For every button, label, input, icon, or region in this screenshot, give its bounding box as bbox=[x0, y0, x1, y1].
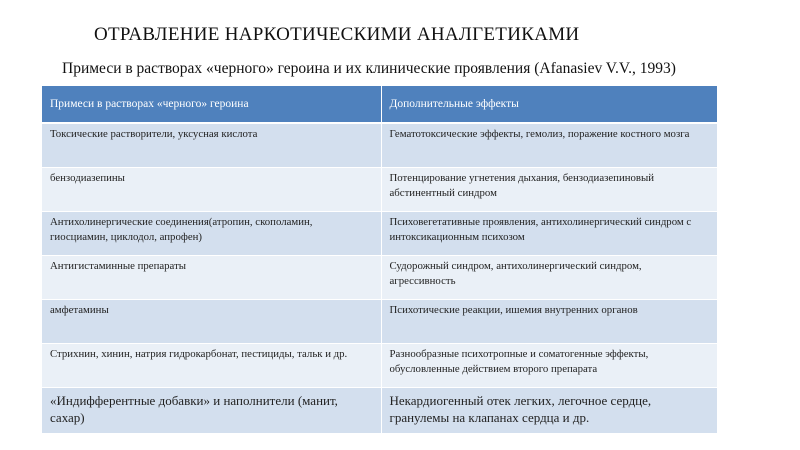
table-row bbox=[42, 344, 717, 388]
effect-cell: Психотические реакции, ишемия внутренних органов bbox=[381, 300, 717, 344]
impurity-cell: Антихолинергические соединения(атропин, скополамин, гиосциамин, циклодол, апрофен) bbox=[42, 212, 381, 256]
impurity-cell: бензодиазепины bbox=[42, 168, 381, 212]
impurity-cell: Антигистаминные препараты bbox=[42, 256, 381, 300]
impurity-cell: Токсические растворители, уксусная кислота bbox=[42, 123, 381, 168]
table-row bbox=[42, 212, 717, 256]
column-header-impurities: Примеси в растворах «черного» героина bbox=[42, 86, 381, 123]
effect-cell: Психовегетативные проявления, антихолинергический синдром с интоксикационным психозом bbox=[381, 212, 717, 256]
table-header-row bbox=[42, 86, 717, 123]
table-row bbox=[42, 388, 717, 434]
impurity-cell: амфетамины bbox=[42, 300, 381, 344]
impurity-cell: Стрихнин, хинин, натрия гидрокарбонат, пестициды, тальк и др. bbox=[42, 344, 381, 388]
table-row bbox=[42, 256, 717, 300]
slide-title: ОТРАВЛЕНИЕ НАРКОТИЧЕСКИМИ АНАЛГЕТИКАМИ bbox=[94, 24, 580, 45]
table-row bbox=[42, 168, 717, 212]
effect-cell: Некардиогенный отек легких, легочное сердце, гранулемы на клапанах сердца и др. bbox=[381, 388, 717, 434]
slide-subtitle: Примеси в растворах «черного» героина и их клинические проявления (Afanasiev V.V., 1993) bbox=[62, 60, 676, 77]
table-row bbox=[42, 123, 717, 168]
effect-cell: Разнообразные психотропные и соматогенные эффекты, обусловленные действием второго препарата bbox=[381, 344, 717, 388]
table-row bbox=[42, 300, 717, 344]
column-header-effects: Дополнительные эффекты bbox=[381, 86, 717, 123]
effect-cell: Потенцирование угнетения дыхания, бензодиазепиновый абстинентный синдром bbox=[381, 168, 717, 212]
effect-cell: Гематотоксические эффекты, гемолиз, поражение костного мозга bbox=[381, 123, 717, 168]
effect-cell: Судорожный синдром, антихолинергический синдром, агрессивность bbox=[381, 256, 717, 300]
impurity-cell: «Индифферентные добавки» и наполнители (манит, сахар) bbox=[42, 388, 381, 434]
impurities-table bbox=[42, 86, 717, 434]
